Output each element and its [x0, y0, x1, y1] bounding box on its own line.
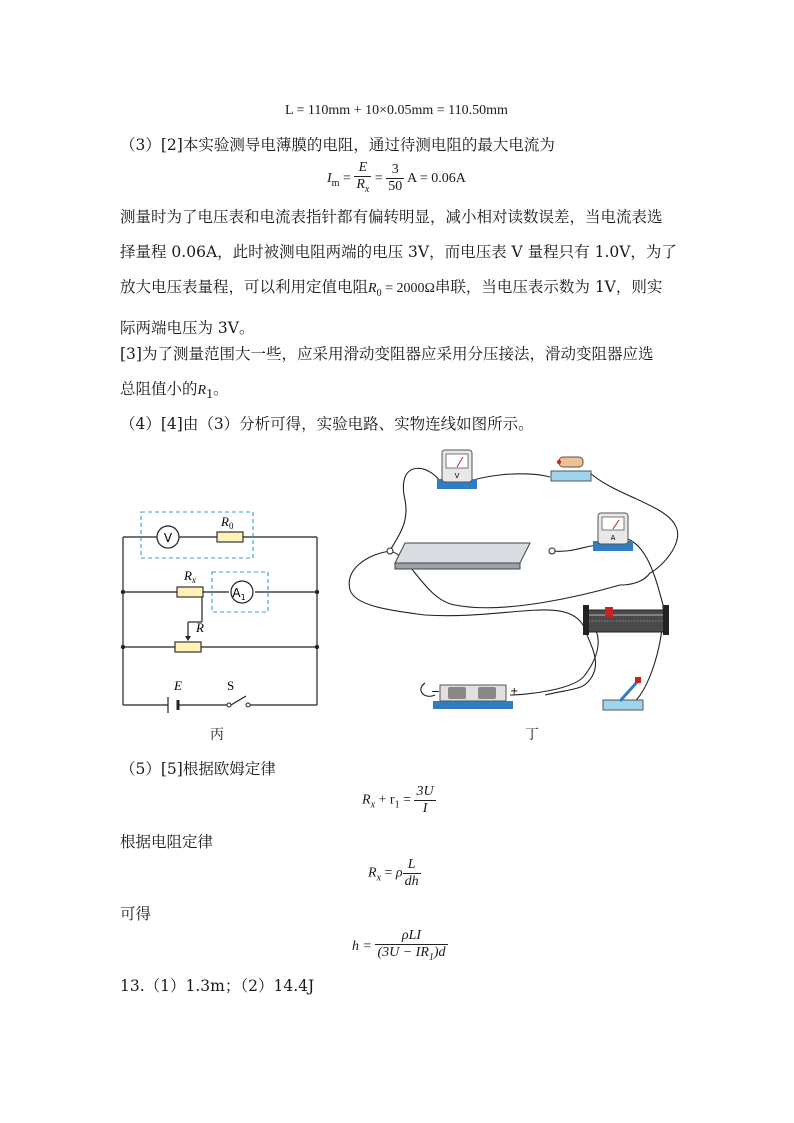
svg-text:V: V [454, 472, 460, 480]
equation-ohm-law: $R_x + r_1$ = $\frac{3U}{I}$ [362, 784, 434, 816]
paragraph-5: （5）[5]根据欧姆定律 [120, 760, 276, 778]
ammeter-symbol: $A_1$ [232, 586, 246, 602]
resistor-device [551, 457, 591, 481]
label-switch: S [227, 678, 235, 693]
equation-resistance-law: $R_x = \rho$ $\frac{L}{dh}$ [368, 857, 419, 889]
paragraph-3-body: 测量时为了电压表和电流表指针都有偏转明显，减小相对读数误差，当电流表选 择量程 0.06A，此时被测电阻两端的电压 3V，而电压表 V 量程只有 1.0V，为了 放大电压表量程，可以利用定值电阻$R_0 = 2000\Omega$串联，当电压表示数为 1V，则实 际两端电压为 3V。 [120, 208, 677, 337]
equation-length: L = 110mm + 10×0.05mm = 110.50mm [285, 103, 508, 118]
battery-minus: − [431, 685, 441, 698]
voltmeter-symbol: V [163, 531, 173, 545]
voltmeter-device [437, 450, 477, 489]
rheostat-device [583, 605, 669, 635]
equation-max-current: $I_m$ = $\frac{E}{R_x}$ = $\frac{3}{50}$ A = 0.06A [327, 160, 466, 195]
answer-13: 13.（1）1.3m；（2）14.4J [120, 977, 315, 995]
label-r0: $R_0$ [221, 514, 234, 531]
label-rheostat: R [196, 620, 204, 635]
circuit-diagram-bing [110, 500, 330, 730]
battery-plus: + [510, 686, 519, 697]
wiring-diagram-ding [345, 445, 685, 720]
caption-bing: 丙 [210, 727, 224, 743]
paragraph-3-b: [3]为了测量范围大一些，应采用滑动变阻器应采用分压接法，滑动变阻器应选 总阻值小的$R_1$。 [120, 345, 654, 403]
ammeter-device [593, 513, 633, 551]
paragraph-resistance-law: 根据电阻定律 [120, 833, 214, 851]
paragraph-derive: 可得 [120, 905, 152, 923]
film-plate [387, 543, 555, 569]
equation-thickness: h = $\frac{\text{ρLI}}{(3U - IR_1)d}$ [352, 928, 446, 963]
paragraph-3-intro: （3）[2]本实验测导电薄膜的电阻，通过待测电阻的最大电流为 [120, 136, 555, 154]
paragraph-4: （4）[4]由（3）分析可得，实验电路、实物连线如图所示。 [120, 415, 534, 433]
svg-text:A: A [610, 534, 616, 542]
caption-ding: 丁 [525, 727, 539, 743]
r0-expression: $R_0 = 2000\Omega$ [368, 281, 435, 299]
label-rx: $R_x$ [184, 568, 196, 585]
battery-device [431, 685, 518, 709]
label-emf: E [174, 678, 182, 693]
switch-device [603, 677, 643, 710]
